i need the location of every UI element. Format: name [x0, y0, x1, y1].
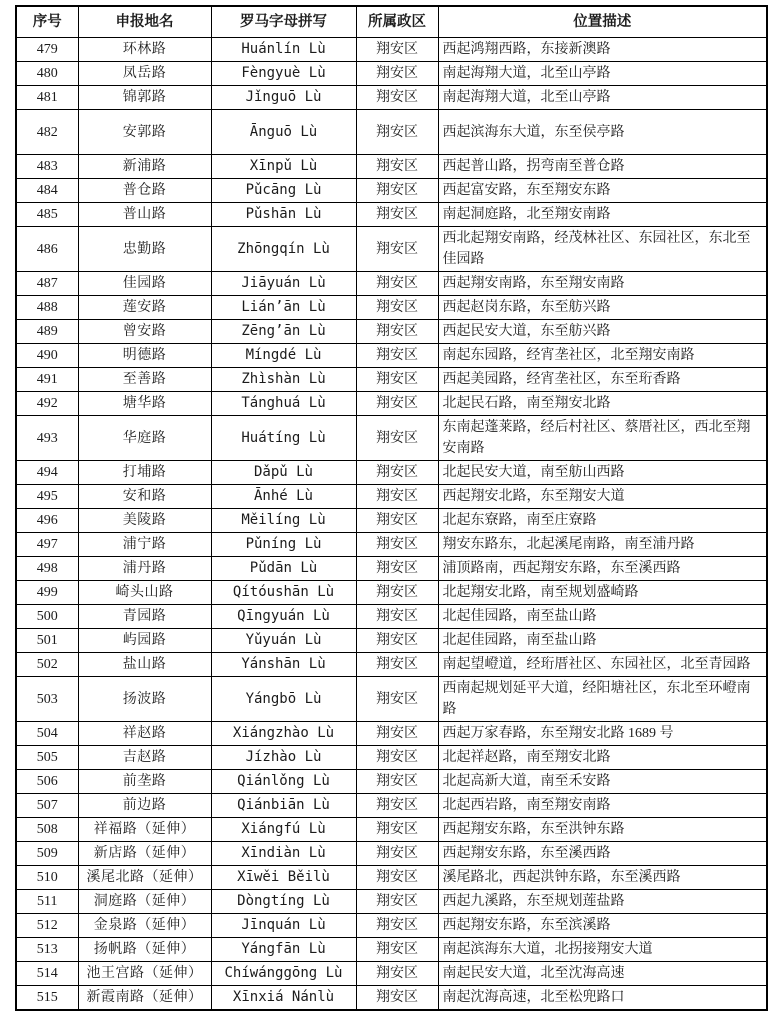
serial-number-cell: 496	[16, 509, 78, 533]
place-name-cell: 洞庭路（延伸）	[78, 890, 211, 914]
serial-number-cell: 512	[16, 914, 78, 938]
district-cell: 翔安区	[356, 677, 438, 722]
district-cell: 翔安区	[356, 938, 438, 962]
location-description-cell: 西起万家春路，东至翔安北路 1689 号	[438, 722, 767, 746]
table-row	[16, 227, 767, 272]
table-row	[16, 38, 767, 62]
serial-number-cell: 515	[16, 986, 78, 1011]
place-name-cell: 锦郭路	[78, 86, 211, 110]
location-description-cell: 南起东园路，经宵垄社区，北至翔安南路	[438, 344, 767, 368]
location-description-cell: 溪尾路北，西起洪钟东路，东至溪西路	[438, 866, 767, 890]
location-description-cell: 西起富安路，东至翔安东路	[438, 179, 767, 203]
serial-number-cell: 480	[16, 62, 78, 86]
header-administrative-district: 所属政区	[356, 6, 438, 38]
serial-number-cell: 513	[16, 938, 78, 962]
table-row	[16, 203, 767, 227]
table-row	[16, 368, 767, 392]
roman-spelling-cell: Xīnxiá Nánlù	[211, 986, 356, 1011]
district-cell: 翔安区	[356, 227, 438, 272]
roman-spelling-cell: Zēng’ān Lù	[211, 320, 356, 344]
district-cell: 翔安区	[356, 461, 438, 485]
location-description-cell: 南起民安大道，北至沈海高速	[438, 962, 767, 986]
serial-number-cell: 514	[16, 962, 78, 986]
serial-number-cell: 488	[16, 296, 78, 320]
serial-number-cell: 501	[16, 629, 78, 653]
roman-spelling-cell: Qiánbiān Lù	[211, 794, 356, 818]
roman-spelling-cell: Pǔshān Lù	[211, 203, 356, 227]
district-cell: 翔安区	[356, 629, 438, 653]
roman-spelling-cell: Qítóushān Lù	[211, 581, 356, 605]
table-row	[16, 533, 767, 557]
district-cell: 翔安区	[356, 62, 438, 86]
district-cell: 翔安区	[356, 485, 438, 509]
serial-number-cell: 509	[16, 842, 78, 866]
serial-number-cell: 484	[16, 179, 78, 203]
district-cell: 翔安区	[356, 110, 438, 155]
table-row	[16, 818, 767, 842]
serial-number-cell: 508	[16, 818, 78, 842]
roman-spelling-cell: Xīnpǔ Lù	[211, 155, 356, 179]
roman-spelling-cell: Jiāyuán Lù	[211, 272, 356, 296]
location-description-cell: 西起普山路，拐弯南至普仓路	[438, 155, 767, 179]
district-cell: 翔安区	[356, 722, 438, 746]
district-cell: 翔安区	[356, 986, 438, 1011]
place-name-cell: 普山路	[78, 203, 211, 227]
table-row	[16, 485, 767, 509]
place-name-cell: 屿园路	[78, 629, 211, 653]
district-cell: 翔安区	[356, 770, 438, 794]
location-description-cell: 南起望嶝道，经珩厝社区、东园社区，北至青园路	[438, 653, 767, 677]
place-name-cell: 池王宫路（延伸）	[78, 962, 211, 986]
place-name-cell: 忠勤路	[78, 227, 211, 272]
roman-spelling-cell: Jǐnguō Lù	[211, 86, 356, 110]
place-name-cell: 盐山路	[78, 653, 211, 677]
roman-spelling-cell: Pǔdān Lù	[211, 557, 356, 581]
serial-number-cell: 504	[16, 722, 78, 746]
table-row	[16, 344, 767, 368]
serial-number-cell: 510	[16, 866, 78, 890]
place-name-cell: 安郭路	[78, 110, 211, 155]
table-row	[16, 794, 767, 818]
table-row	[16, 629, 767, 653]
district-cell: 翔安区	[356, 155, 438, 179]
roman-spelling-cell: Jízhào Lù	[211, 746, 356, 770]
roman-spelling-cell: Fèngyuè Lù	[211, 62, 356, 86]
roman-spelling-cell: Yángfān Lù	[211, 938, 356, 962]
serial-number-cell: 493	[16, 416, 78, 461]
table-row	[16, 392, 767, 416]
place-name-cell: 溪尾北路（延伸）	[78, 866, 211, 890]
table-row	[16, 155, 767, 179]
table-row	[16, 986, 767, 1011]
table-row	[16, 962, 767, 986]
location-description-cell: 西起九溪路，东至规划莲盐路	[438, 890, 767, 914]
location-description-cell: 西起翔安南路，东至翔安南路	[438, 272, 767, 296]
district-cell: 翔安区	[356, 509, 438, 533]
table-row	[16, 416, 767, 461]
header-roman-spelling: 罗马字母拼写	[211, 6, 356, 38]
serial-number-cell: 498	[16, 557, 78, 581]
place-name-cell: 至善路	[78, 368, 211, 392]
location-description-cell: 北起祥赵路，南至翔安北路	[438, 746, 767, 770]
roman-spelling-cell: Xīndiàn Lù	[211, 842, 356, 866]
serial-number-cell: 495	[16, 485, 78, 509]
place-name-cell: 浦丹路	[78, 557, 211, 581]
location-description-cell: 西起翔安东路，东至洪钟东路	[438, 818, 767, 842]
roman-spelling-cell: Dòngtíng Lù	[211, 890, 356, 914]
roman-spelling-cell: Xīwěi Běilù	[211, 866, 356, 890]
table-row	[16, 581, 767, 605]
roman-spelling-cell: Měilíng Lù	[211, 509, 356, 533]
place-name-cell: 安和路	[78, 485, 211, 509]
serial-number-cell: 499	[16, 581, 78, 605]
district-cell: 翔安区	[356, 179, 438, 203]
place-name-cell: 曾安路	[78, 320, 211, 344]
road-naming-table	[15, 5, 768, 1011]
serial-number-cell: 497	[16, 533, 78, 557]
place-name-cell: 新店路（延伸）	[78, 842, 211, 866]
place-name-cell: 凤岳路	[78, 62, 211, 86]
location-description-cell: 南起海翔大道，北至山亭路	[438, 86, 767, 110]
district-cell: 翔安区	[356, 653, 438, 677]
location-description-cell: 西南起规划延平大道，经阳塘社区，东北至环嶝南路	[438, 677, 767, 722]
district-cell: 翔安区	[356, 86, 438, 110]
place-name-cell: 新浦路	[78, 155, 211, 179]
serial-number-cell: 487	[16, 272, 78, 296]
roman-spelling-cell: Huátíng Lù	[211, 416, 356, 461]
table-row	[16, 557, 767, 581]
table-body	[16, 38, 767, 1011]
location-description-cell: 东南起蓬莱路，经后村社区、蔡厝社区，西北至翔安南路	[438, 416, 767, 461]
serial-number-cell: 505	[16, 746, 78, 770]
serial-number-cell: 481	[16, 86, 78, 110]
district-cell: 翔安区	[356, 962, 438, 986]
table-row	[16, 605, 767, 629]
serial-number-cell: 503	[16, 677, 78, 722]
serial-number-cell: 507	[16, 794, 78, 818]
district-cell: 翔安区	[356, 746, 438, 770]
place-name-cell: 华庭路	[78, 416, 211, 461]
location-description-cell: 南起海翔大道，北至山亭路	[438, 62, 767, 86]
table-row	[16, 320, 767, 344]
roman-spelling-cell: Xiángfú Lù	[211, 818, 356, 842]
serial-number-cell: 490	[16, 344, 78, 368]
place-name-cell: 前垄路	[78, 770, 211, 794]
roman-spelling-cell: Tánghuá Lù	[211, 392, 356, 416]
district-cell: 翔安区	[356, 344, 438, 368]
place-name-cell: 佳园路	[78, 272, 211, 296]
district-cell: 翔安区	[356, 581, 438, 605]
roman-spelling-cell: Qīngyuán Lù	[211, 605, 356, 629]
roman-spelling-cell: Yángbō Lù	[211, 677, 356, 722]
district-cell: 翔安区	[356, 203, 438, 227]
table-row	[16, 677, 767, 722]
roman-spelling-cell: Míngdé Lù	[211, 344, 356, 368]
place-name-cell: 明德路	[78, 344, 211, 368]
location-description-cell: 西起美园路，经宵垄社区，东至珩香路	[438, 368, 767, 392]
table-row	[16, 866, 767, 890]
place-name-cell: 新霞南路（延伸）	[78, 986, 211, 1011]
district-cell: 翔安区	[356, 794, 438, 818]
location-description-cell: 南起沈海高速，北至松兜路口	[438, 986, 767, 1011]
location-description-cell: 翔安东路东，北起溪尾南路，南至浦丹路	[438, 533, 767, 557]
table-row	[16, 653, 767, 677]
location-description-cell: 北起民石路，南至翔安北路	[438, 392, 767, 416]
table-row	[16, 62, 767, 86]
place-name-cell: 莲安路	[78, 296, 211, 320]
place-name-cell: 祥福路（延伸）	[78, 818, 211, 842]
location-description-cell: 南起滨海东大道，北拐接翔安大道	[438, 938, 767, 962]
serial-number-cell: 491	[16, 368, 78, 392]
place-name-cell: 环林路	[78, 38, 211, 62]
location-description-cell: 浦顶路南，西起翔安东路，东至溪西路	[438, 557, 767, 581]
district-cell: 翔安区	[356, 818, 438, 842]
roman-spelling-cell: Zhōngqín Lù	[211, 227, 356, 272]
table-row	[16, 110, 767, 155]
location-description-cell: 西起翔安东路，东至溪西路	[438, 842, 767, 866]
place-name-cell: 青园路	[78, 605, 211, 629]
district-cell: 翔安区	[356, 842, 438, 866]
district-cell: 翔安区	[356, 914, 438, 938]
place-name-cell: 吉赵路	[78, 746, 211, 770]
serial-number-cell: 511	[16, 890, 78, 914]
serial-number-cell: 486	[16, 227, 78, 272]
place-name-cell: 扬波路	[78, 677, 211, 722]
header-declared-place-name: 申报地名	[78, 6, 211, 38]
serial-number-cell: 483	[16, 155, 78, 179]
location-description-cell: 西起滨海东大道，东至侯亭路	[438, 110, 767, 155]
table-row	[16, 461, 767, 485]
roman-spelling-cell: Pǔníng Lù	[211, 533, 356, 557]
location-description-cell: 北起高新大道，南至禾安路	[438, 770, 767, 794]
table-row	[16, 938, 767, 962]
table-row	[16, 746, 767, 770]
header-serial-number: 序号	[16, 6, 78, 38]
roman-spelling-cell: Ānguō Lù	[211, 110, 356, 155]
table-row	[16, 179, 767, 203]
district-cell: 翔安区	[356, 320, 438, 344]
roman-spelling-cell: Jīnquán Lù	[211, 914, 356, 938]
table-row	[16, 914, 767, 938]
location-description-cell: 西起翔安东路，东至滨溪路	[438, 914, 767, 938]
place-name-cell: 浦宁路	[78, 533, 211, 557]
table-row	[16, 722, 767, 746]
serial-number-cell: 482	[16, 110, 78, 155]
serial-number-cell: 492	[16, 392, 78, 416]
serial-number-cell: 502	[16, 653, 78, 677]
roman-spelling-cell: Yánshān Lù	[211, 653, 356, 677]
roman-spelling-cell: Dǎpǔ Lù	[211, 461, 356, 485]
location-description-cell: 南起洞庭路，北至翔安南路	[438, 203, 767, 227]
location-description-cell: 北起西岩路，南至翔安南路	[438, 794, 767, 818]
location-description-cell: 北起翔安北路，南至规划盛崎路	[438, 581, 767, 605]
table-row	[16, 296, 767, 320]
district-cell: 翔安区	[356, 392, 438, 416]
table-row	[16, 770, 767, 794]
location-description-cell: 西起民安大道，东至舫兴路	[438, 320, 767, 344]
district-cell: 翔安区	[356, 557, 438, 581]
serial-number-cell: 494	[16, 461, 78, 485]
district-cell: 翔安区	[356, 272, 438, 296]
roman-spelling-cell: Qiánlǒng Lù	[211, 770, 356, 794]
roman-spelling-cell: Huánlín Lù	[211, 38, 356, 62]
roman-spelling-cell: Xiángzhào Lù	[211, 722, 356, 746]
place-name-cell: 前边路	[78, 794, 211, 818]
place-name-cell: 祥赵路	[78, 722, 211, 746]
place-name-cell: 金泉路（延伸）	[78, 914, 211, 938]
place-name-cell: 打埔路	[78, 461, 211, 485]
place-name-cell: 崎头山路	[78, 581, 211, 605]
place-name-cell: 美陵路	[78, 509, 211, 533]
table-row	[16, 272, 767, 296]
district-cell: 翔安区	[356, 866, 438, 890]
roman-spelling-cell: Lián’ān Lù	[211, 296, 356, 320]
serial-number-cell: 500	[16, 605, 78, 629]
place-name-cell: 扬帆路（延伸）	[78, 938, 211, 962]
header-row	[16, 6, 767, 38]
roman-spelling-cell: Zhìshàn Lù	[211, 368, 356, 392]
district-cell: 翔安区	[356, 605, 438, 629]
serial-number-cell: 489	[16, 320, 78, 344]
table-row	[16, 509, 767, 533]
table-row	[16, 842, 767, 866]
table-row	[16, 86, 767, 110]
place-name-cell: 塘华路	[78, 392, 211, 416]
district-cell: 翔安区	[356, 890, 438, 914]
location-description-cell: 西起赵岗东路，东至舫兴路	[438, 296, 767, 320]
serial-number-cell: 485	[16, 203, 78, 227]
location-description-cell: 北起东寮路，南至庄寮路	[438, 509, 767, 533]
table-header	[16, 6, 767, 38]
district-cell: 翔安区	[356, 296, 438, 320]
location-description-cell: 北起佳园路，南至盐山路	[438, 629, 767, 653]
roman-spelling-cell: Pǔcāng Lù	[211, 179, 356, 203]
location-description-cell: 西起翔安北路，东至翔安大道	[438, 485, 767, 509]
district-cell: 翔安区	[356, 533, 438, 557]
serial-number-cell: 506	[16, 770, 78, 794]
table-row	[16, 890, 767, 914]
roman-spelling-cell: Yǔyuán Lù	[211, 629, 356, 653]
roman-spelling-cell: Ānhé Lù	[211, 485, 356, 509]
location-description-cell: 西起鸿翔西路，东接新澳路	[438, 38, 767, 62]
district-cell: 翔安区	[356, 368, 438, 392]
location-description-cell: 北起民安大道，南至舫山西路	[438, 461, 767, 485]
location-description-cell: 西北起翔安南路，经茂林社区、东园社区，东北至佳园路	[438, 227, 767, 272]
district-cell: 翔安区	[356, 38, 438, 62]
serial-number-cell: 479	[16, 38, 78, 62]
header-location-description: 位置描述	[438, 6, 767, 38]
district-cell: 翔安区	[356, 416, 438, 461]
roman-spelling-cell: Chíwánggōng Lù	[211, 962, 356, 986]
location-description-cell: 北起佳园路，南至盐山路	[438, 605, 767, 629]
place-name-cell: 普仓路	[78, 179, 211, 203]
